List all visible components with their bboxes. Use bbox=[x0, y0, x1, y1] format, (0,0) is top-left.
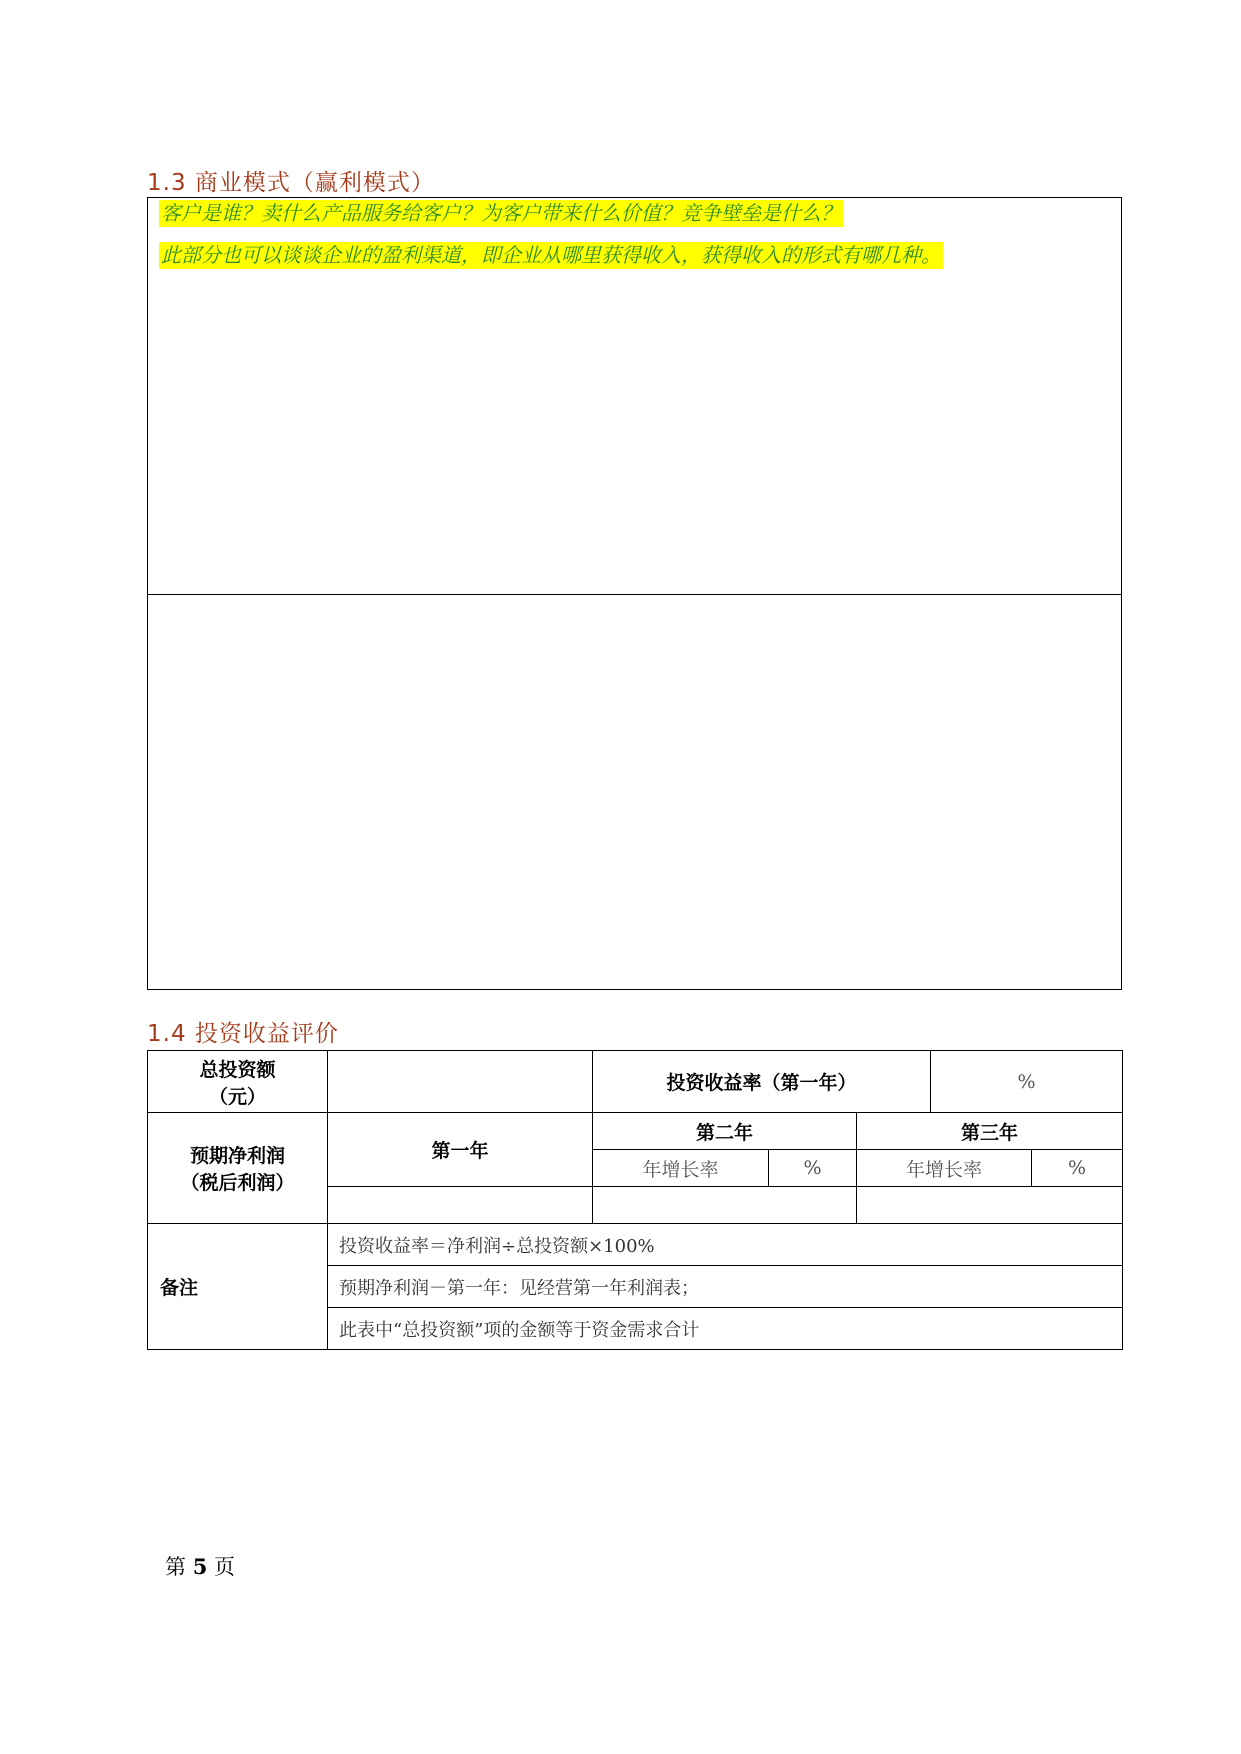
page-number-value: 5 bbox=[192, 1554, 208, 1579]
remark-line-3: 此表中“总投资额”项的金额等于资金需求合计 bbox=[328, 1308, 1123, 1350]
page-number bbox=[165, 1551, 235, 1581]
roi-percent-cell[interactable]: % bbox=[931, 1051, 1123, 1113]
remark-line-1: 投资收益率＝净利润÷总投资额×100% bbox=[328, 1224, 1123, 1266]
total-investment-label-cell bbox=[148, 1051, 328, 1113]
year-1-header: 第一年 bbox=[328, 1113, 593, 1187]
page-suffix: 页 bbox=[214, 1555, 235, 1579]
hint-line-2: 此部分也可以谈谈企业的盈利渠道，即企业从哪里获得收入，获得收入的形式有哪几种。 bbox=[161, 243, 941, 267]
year-2-header: 第二年 bbox=[593, 1113, 857, 1150]
hint-line-1: 客户是谁？卖什么产品服务给客户？为客户带来什么价值？竞争壁垒是什么？ bbox=[161, 201, 841, 225]
total-investment-value-cell[interactable] bbox=[328, 1051, 593, 1113]
remark-line-2: 预期净利润－第一年：见经营第一年利润表； bbox=[328, 1266, 1123, 1308]
year-2-profit-value[interactable] bbox=[593, 1187, 857, 1224]
total-investment-unit: （元） bbox=[208, 1085, 266, 1108]
year-3-growth-label: 年增长率 bbox=[857, 1150, 1032, 1187]
expected-profit-label-cell bbox=[148, 1113, 328, 1224]
total-investment-label: 总投资额 bbox=[199, 1058, 276, 1081]
investment-return-table bbox=[147, 1050, 1123, 1350]
box-divider bbox=[148, 594, 1121, 595]
expected-profit-label: 预期净利润 bbox=[189, 1145, 285, 1167]
year-3-header: 第三年 bbox=[857, 1113, 1123, 1150]
expected-profit-sub: （税后利润） bbox=[180, 1172, 295, 1194]
page-prefix: 第 bbox=[165, 1555, 186, 1579]
year-1-profit-value[interactable] bbox=[328, 1187, 593, 1224]
year-2-growth-label: 年增长率 bbox=[593, 1150, 769, 1187]
business-model-box bbox=[147, 197, 1122, 990]
year-2-growth-percent[interactable]: % bbox=[769, 1150, 857, 1187]
section-1-3-title: 1.3 商业模式（赢利模式） bbox=[147, 170, 435, 196]
roi-first-year-label: 投资收益率（第一年） bbox=[593, 1051, 931, 1113]
year-3-profit-value[interactable] bbox=[857, 1187, 1123, 1224]
remarks-label: 备注 bbox=[148, 1224, 328, 1350]
year-3-growth-percent[interactable]: % bbox=[1032, 1150, 1123, 1187]
section-1-4-title: 1.4 投资收益评价 bbox=[147, 1021, 339, 1047]
